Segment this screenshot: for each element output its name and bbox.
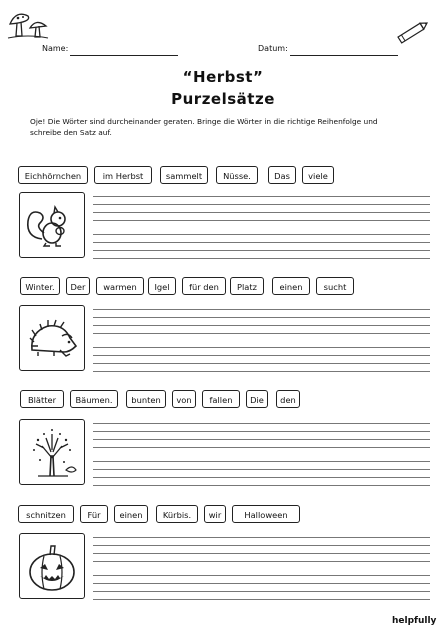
brand-logo: helpfully bbox=[392, 616, 437, 626]
hedgehog-icon bbox=[20, 306, 84, 370]
word-chip[interactable]: Igel bbox=[148, 277, 176, 295]
word-chip[interactable]: Blätter bbox=[20, 390, 64, 408]
word-chip[interactable]: einen bbox=[272, 277, 310, 295]
word-chip[interactable]: sammelt bbox=[160, 166, 208, 184]
word-chip[interactable]: Nüsse. bbox=[216, 166, 258, 184]
pencil-icon bbox=[392, 20, 432, 46]
word-row-4 bbox=[18, 505, 438, 525]
mushrooms-icon bbox=[6, 6, 50, 42]
pumpkin-icon bbox=[20, 534, 84, 598]
writing-lines-4[interactable] bbox=[93, 533, 430, 599]
word-chip[interactable]: wir bbox=[204, 505, 226, 523]
word-chip[interactable]: bunten bbox=[126, 390, 166, 408]
word-chip[interactable]: Für bbox=[80, 505, 108, 523]
word-chip[interactable]: sucht bbox=[316, 277, 354, 295]
writing-lines-1[interactable] bbox=[93, 192, 430, 258]
date-field[interactable] bbox=[290, 55, 398, 56]
word-chip[interactable]: Winter. bbox=[20, 277, 60, 295]
word-chip[interactable]: Kürbis. bbox=[156, 505, 198, 523]
exercise-picture-1 bbox=[19, 192, 85, 258]
word-row-2 bbox=[18, 277, 438, 297]
word-chip[interactable]: Halloween bbox=[232, 505, 300, 523]
writing-lines-2[interactable] bbox=[93, 305, 430, 371]
word-chip[interactable]: Bäumen. bbox=[70, 390, 118, 408]
word-chip[interactable]: für den bbox=[182, 277, 226, 295]
instructions: Oje! Die Wörter sind durcheinander geraten. Bringe die Wörter in die richtige Reihenfolge und schreibe den Satz auf. bbox=[30, 117, 378, 137]
word-chip[interactable]: warmen bbox=[96, 277, 144, 295]
page-subtitle: Purzelsätze bbox=[171, 90, 275, 108]
name-label: Name: bbox=[42, 44, 69, 53]
word-chip[interactable]: von bbox=[172, 390, 196, 408]
word-chip[interactable]: einen bbox=[114, 505, 148, 523]
word-chip[interactable]: Das bbox=[268, 166, 296, 184]
name-field[interactable] bbox=[70, 55, 178, 56]
exercise-picture-2 bbox=[19, 305, 85, 371]
page-title: “Herbst” bbox=[182, 68, 264, 86]
word-row-1 bbox=[18, 166, 438, 186]
exercise-picture-3 bbox=[19, 419, 85, 485]
word-chip[interactable]: viele bbox=[302, 166, 334, 184]
writing-lines-3[interactable] bbox=[93, 419, 430, 485]
word-chip[interactable]: Der bbox=[66, 277, 90, 295]
word-chip[interactable]: Eichhörnchen bbox=[18, 166, 88, 184]
word-row-3 bbox=[18, 390, 438, 410]
word-chip[interactable]: im Herbst bbox=[94, 166, 152, 184]
word-chip[interactable]: fallen bbox=[202, 390, 240, 408]
date-label: Datum: bbox=[258, 44, 288, 53]
word-chip[interactable]: Die bbox=[246, 390, 268, 408]
exercise-picture-4 bbox=[19, 533, 85, 599]
tree-icon bbox=[20, 420, 84, 484]
word-chip[interactable]: den bbox=[276, 390, 300, 408]
squirrel-icon bbox=[20, 193, 84, 257]
word-chip[interactable]: schnitzen bbox=[18, 505, 74, 523]
word-chip[interactable]: Platz bbox=[230, 277, 264, 295]
